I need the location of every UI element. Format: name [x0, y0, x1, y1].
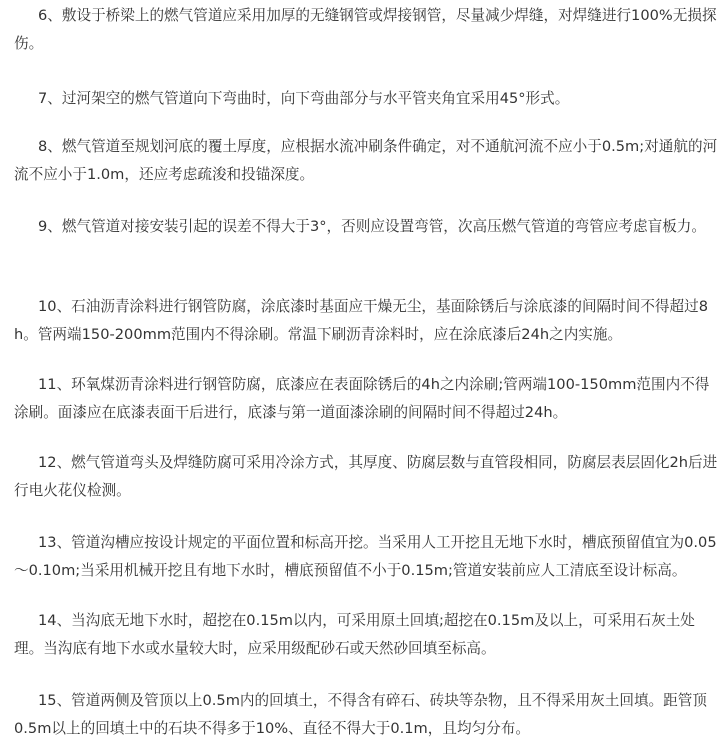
paragraph-9: 9、燃气管道对接安装引起的误差不得大于3°，否则应设置弯管，次高压燃气管道的弯管应考虑盲板力。 — [38, 218, 706, 235]
paragraph-7: 7、过河架空的燃气管道向下弯曲时，向下弯曲部分与水平管夹角宜采用45°形式。 — [38, 90, 570, 107]
paragraph-12: 12、燃气管道弯头及焊缝防腐可采用冷涂方式，其厚度、防腐层数与直管段相同，防腐层表层固化2h后进行电火花仪检测。 — [14, 454, 718, 499]
paragraph-14: 14、当沟底无地下水时，超挖在0.15m以内，可采用原土回填;超挖在0.15m及以上，可采用石灰土处理。当沟底有地下水或水量较大时，应采用级配砂石或天然砂回填至标高。 — [14, 612, 695, 657]
paragraph-15: 15、管道两侧及管顶以上0.5m内的回填土，不得含有碎石、砖块等杂物，且不得采用灰土回填。距管顶0.5m以上的回填土中的石块不得多于10%、直径不得大于0.1m，且均匀分布。 — [14, 692, 707, 737]
paragraph-13: 13、管道沟槽应按设计规定的平面位置和标高开挖。当采用人工开挖且无地下水时，槽底预留值宜为0.05～0.10m;当采用机械开挖且有地下水时，槽底预留值不小于0.15m;管道安装前应人工清底至设计标高。 — [14, 534, 717, 579]
paragraph-8: 8、燃气管道至规划河底的覆土厚度，应根据水流冲刷条件确定，对不通航河流不应小于0.5m;对通航的河流不应小于1.0m，还应考虑疏浚和投锚深度。 — [14, 138, 718, 183]
paragraph-11: 11、环氧煤沥青涂料进行钢管防腐，底漆应在表面除锈后的4h之内涂刷;管两端100-150mm范围内不得涂刷。面漆应在底漆表面干后进行，底漆与第一道面漆涂刷的间隔时间不得超过24h。 — [14, 376, 710, 421]
paragraph-10: 10、石油沥青涂料进行钢管防腐，涂底漆时基面应干燥无尘，基面除锈后与涂底漆的间隔时间不得超过8h。管两端150-200mm范围内不得涂刷。常温下刷沥青涂料时，应在涂底漆后24h之内实施。 — [14, 298, 708, 343]
paragraph-6: 6、敷设于桥梁上的燃气管道应采用加厚的无缝钢管或焊接钢管，尽量减少焊缝，对焊缝进行100%无损探伤。 — [14, 7, 717, 52]
